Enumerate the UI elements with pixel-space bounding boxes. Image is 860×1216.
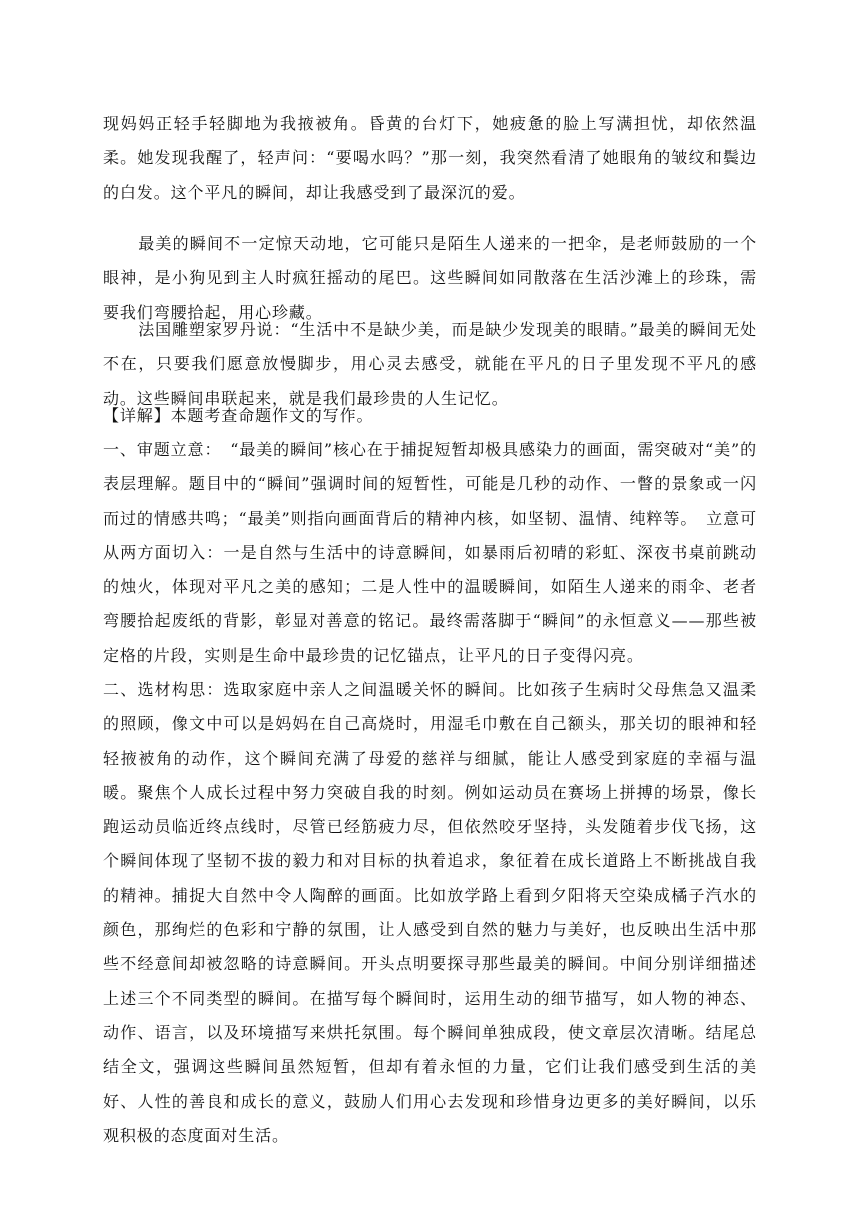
analysis-section-material: 二、选材构思：选取家庭中亲人之间温暖关怀的瞬间。比如孩子生病时父母焦急又温柔的照顾，像文中可以是妈妈在自己高烧时，用湿毛巾敷在自己额头，那关切的眼神和轻轻掖被角的动作，这个瞬间充满了母爱的慈祥与细腻，能让人感受到家庭的幸福与温暖。聚焦个人成长过程中努力突破自我的时刻。例如运动员在赛场上拼搏的场景，像长跑运动员临近终点线时，尽管已经筋疲力尽，但依然咬牙坚持，头发随着步伐飞扬，这个瞬间体现了坚韧不拔的毅力和对目标的执着追求，象征着在成长道路上不断挑战自我的精神。捕捉大自然中令人陶醉的画面。比如放学路上看到夕阳将天空染成橘子汽水的颜色，那绚烂的色彩和宁静的氛围，让人感受到自然的魅力与美好，也反映出生活中那些不经意间却被忽略的诗意瞬间。开头点明要探寻那些最美的瞬间。中间分别详细描述上述三个不同类型的瞬间。在描写每个瞬间时，运用生动的细节描写，如人物的神态、动作、语言，以及环境描写来烘托氛围。每个瞬间单独成段，使文章层次清晰。结尾总结全文，强调这些瞬间虽然短暂，但却有着永恒的力量，它们让我们感受到生活的美好、人性的善良和成长的意义，鼓励人们用心去发现和珍惜身边更多的美好瞬间，以乐观积极的态度面对生活。 <box>103 680 757 1145</box>
analysis-section-theme: 一、审题立意： “最美的瞬间”核心在于捕捉短暂却极具感染力的画面，需突破对“美”的表层理解。题目中的“瞬间”强调时间的短暂性，可能是几秒的动作、一瞥的景象或一闪而过的情感共鸣；“最美”则指向画面背后的精神内核，如坚韧、温情、纯粹等。 立意可从两方面切入：一是自然与生活中的诗意瞬间，如暴雨后初晴的彩虹、深夜书桌前跳动的烛火，体现对平凡之美的感知；二是人性中的温暖瞬间，如陌生人递来的雨伞、老者弯腰拾起废纸的背影，彰显对善意的铭记。最终需落脚于“瞬间”的永恒意义——那些被定格的片段，实则是生命中最珍贵的记忆锚点，让平凡的日子变得闪亮。 <box>103 440 757 665</box>
analysis-heading: 【详解】本题考查命题作文的写作。 <box>103 406 374 425</box>
essay-paragraph: 最美的瞬间不一定惊天动地，它可能只是陌生人递来的一把伞，是老师鼓励的一个眼神，是小狗见到主人时疯狂摇动的尾巴。这些瞬间如同散落在生活沙滩上的珍珠，需要我们弯腰拾起，用心珍藏。 <box>103 234 757 322</box>
essay-paragraph: 法国雕塑家罗丹说：“生活中不是缺少美，而是缺少发现美的眼睛。”最美的瞬间无处不在，只要我们愿意放慢脚步，用心灵去感受，就能在平凡的日子里发现不平凡的感动。这些瞬间串联起来，就是我们最珍贵的人生记忆。 <box>103 320 757 408</box>
essay-paragraph-continued: 现妈妈正轻手轻脚地为我掖被角。昏黄的台灯下，她疲惫的脸上写满担忧，却依然温柔。她发现我醒了，轻声问：“要喝水吗？”那一刻，我突然看清了她眼角的皱纹和鬓边的白发。这个平凡的瞬间，却让我感受到了最深沉的爱。 <box>103 114 757 202</box>
